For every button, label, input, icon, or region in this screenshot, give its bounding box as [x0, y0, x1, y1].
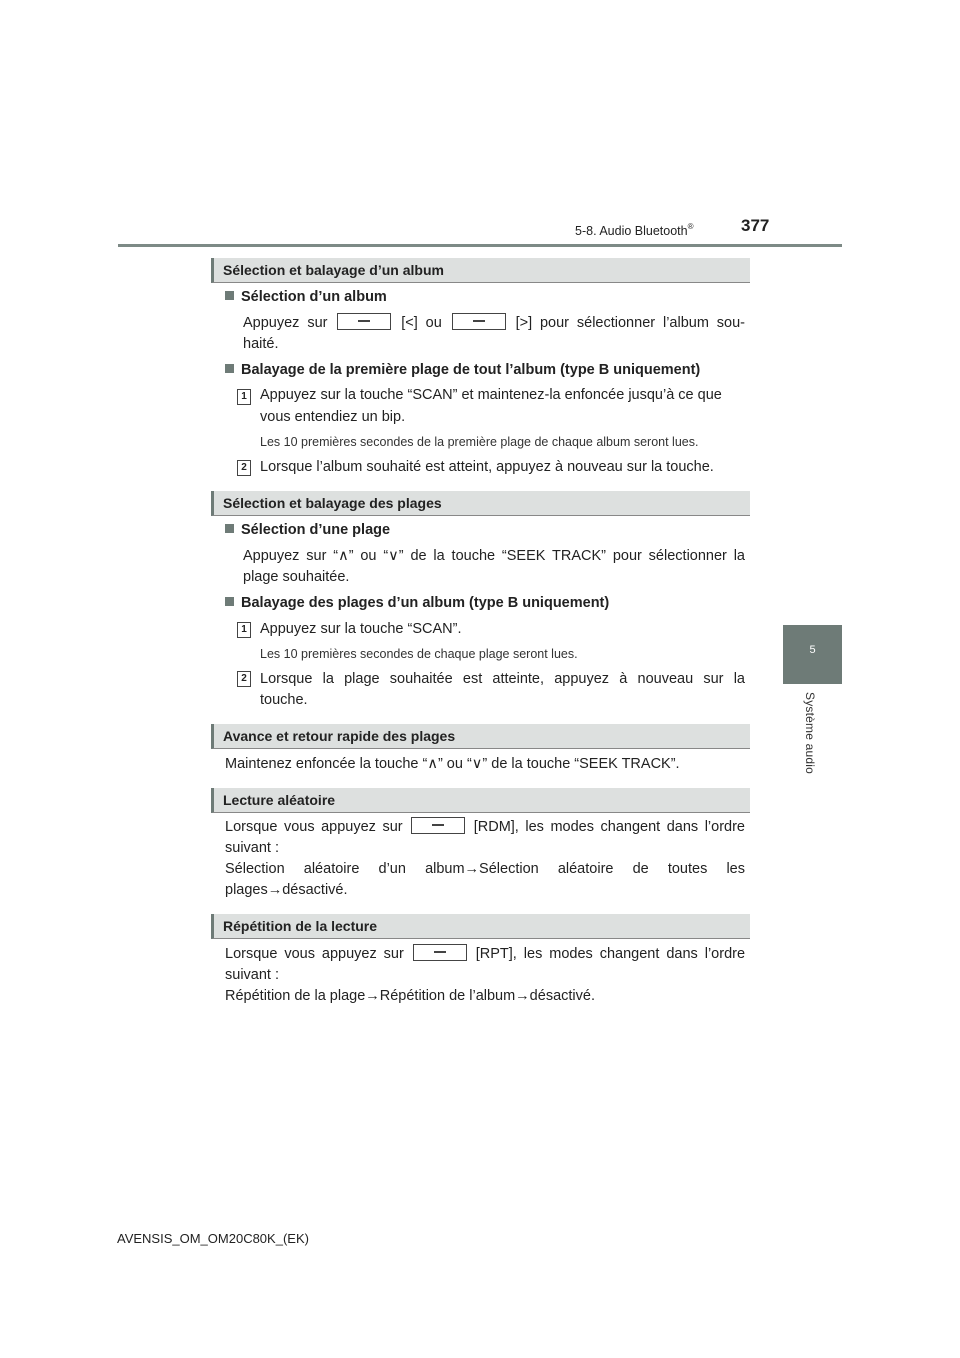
- header-rule: [118, 244, 842, 247]
- random-line2: suivant :: [225, 840, 279, 856]
- random-line3: Sélection aléatoire d’un album→Sélection aléatoire de toutes les: [225, 861, 745, 877]
- step-number: 2: [237, 671, 251, 687]
- section-bar-fast: [211, 724, 750, 749]
- section-title-repeat: Répétition de la lecture: [223, 918, 378, 934]
- subhead-track-select: [225, 522, 390, 538]
- text: [RPT], les modes changent dans l’ordre: [475, 946, 746, 962]
- album-step1-line2: vous entendiez un bip.: [260, 409, 406, 425]
- repeat-line3: Répétition de la plage→Répétition de l’album→désactivé.: [225, 988, 595, 1004]
- control-button-icon: [337, 313, 391, 330]
- section-bar-album: [211, 258, 750, 283]
- track-select-line2: plage souhaitée.: [243, 569, 350, 585]
- album-step1-note: Les 10 premières secondes de la première plage de chaque album seront lues.: [260, 435, 699, 449]
- section-bar-random: [211, 788, 750, 813]
- text: Lorsque vous appuyez sur: [225, 819, 403, 835]
- section-title: 5-8. Audio Bluetooth: [575, 224, 688, 238]
- section-title-random: Lecture aléatoire: [223, 792, 336, 808]
- track-step1-note: Les 10 premières secondes de chaque plage seront lues.: [260, 647, 578, 661]
- text: [RDM], les modes changent dans l’ordre: [473, 819, 745, 835]
- text: [<] ou: [401, 315, 442, 331]
- chapter-number: 5: [809, 644, 816, 656]
- section-bar-repeat: [211, 914, 750, 939]
- track-step2-line2: touche.: [260, 692, 308, 708]
- track-step1-line1: Appuyez sur la touche “SCAN”.: [260, 621, 462, 637]
- chapter-label: Système audio: [803, 692, 817, 774]
- subhead-text: Balayage de la première plage de tout l’album (type B uniquement): [241, 362, 701, 378]
- text: Lorsque vous appuyez sur: [225, 946, 404, 962]
- section-title-tracks: Sélection et balayage des plages: [223, 495, 442, 511]
- step-number: 1: [237, 622, 251, 638]
- album-select-line2: haité.: [243, 336, 279, 352]
- section-title-album: Sélection et balayage d’un album: [223, 262, 444, 278]
- section-title-fast: Avance et retour rapide des plages: [223, 728, 456, 744]
- album-step1-line1: Appuyez sur la touche “SCAN” et maintenez-la enfoncée jusqu’à ce que: [260, 387, 722, 403]
- subhead-track-scan: [225, 595, 609, 611]
- repeat-line1: [225, 944, 745, 965]
- control-button-icon: [452, 313, 506, 330]
- subhead-text: Sélection d’un album: [241, 289, 387, 305]
- section-bar-tracks: [211, 491, 750, 516]
- subhead-album-scan: [225, 362, 700, 378]
- subhead-text: Balayage des plages d’un album (type B uniquement): [241, 595, 610, 611]
- track-select-line1: Appuyez sur “∧” ou “∨” de la touche “SEEK TRACK” pour sélectionner la: [243, 548, 745, 564]
- square-bullet-icon: [225, 524, 234, 533]
- random-line4: plages→désactivé.: [225, 882, 348, 898]
- step-number: 2: [237, 460, 251, 476]
- control-button-icon: [413, 944, 467, 961]
- chapter-tab: [783, 625, 842, 684]
- running-header: [575, 222, 694, 238]
- repeat-line2: suivant :: [225, 967, 279, 983]
- text: Appuyez sur: [243, 315, 328, 331]
- album-select-line1: [243, 313, 745, 334]
- square-bullet-icon: [225, 291, 234, 300]
- text: [>] pour sélectionner l’album sou-: [515, 315, 745, 331]
- random-line1: [225, 817, 745, 838]
- page-number: 377: [741, 216, 770, 235]
- album-step2-line1: Lorsque l’album souhaité est atteint, appuyez à nouveau sur la touche.: [260, 459, 714, 475]
- square-bullet-icon: [225, 597, 234, 606]
- control-button-icon: [411, 817, 465, 834]
- fast-text: Maintenez enfoncée la touche “∧” ou “∨” de la touche “SEEK TRACK”.: [225, 756, 680, 772]
- subhead-album-select: [225, 289, 387, 305]
- registered-mark: ®: [687, 222, 694, 231]
- step-number: 1: [237, 389, 251, 405]
- document-code: AVENSIS_OM_OM20C80K_(EK): [117, 1231, 309, 1246]
- square-bullet-icon: [225, 364, 234, 373]
- subhead-text: Sélection d’une plage: [241, 522, 391, 538]
- track-step2-line1: Lorsque la plage souhaitée est atteinte, appuyez à nouveau sur la: [260, 671, 745, 687]
